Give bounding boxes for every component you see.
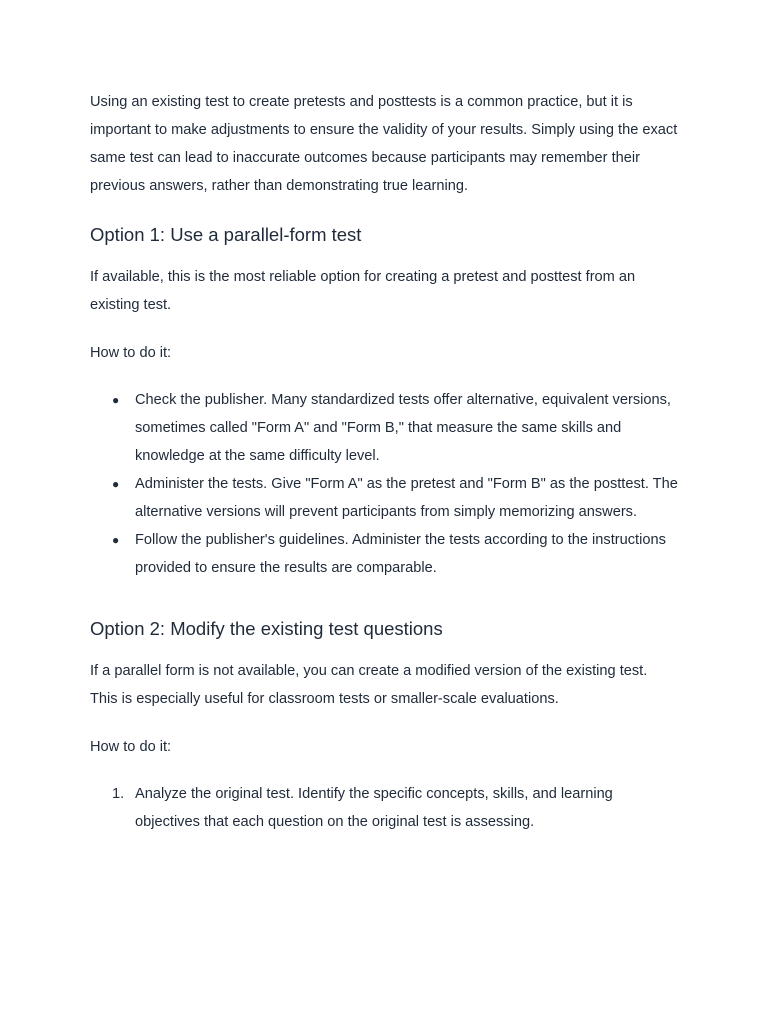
option1-how-to-label: How to do it:	[90, 345, 172, 361]
list-item	[90, 526, 678, 582]
option2-numbered-list	[90, 780, 678, 836]
bullet-icon: ●	[112, 533, 120, 547]
option2-how-to-label: How to do it:	[90, 739, 172, 755]
bullet-icon: ●	[112, 393, 120, 407]
option1-bullet-list	[90, 386, 678, 582]
bullet-icon: ●	[112, 477, 120, 491]
list-item-text: Follow the publisher's guidelines. Administer the tests according to the instructions provided to ensure the results are comparable.	[135, 532, 666, 576]
list-item	[90, 386, 678, 470]
option2-heading: Option 2: Modify the existing test questions	[90, 618, 443, 639]
option2-description: If a parallel form is not available, you can create a modified version of the existing test. This is especially useful for classroom tests or smaller-scale evaluations.	[90, 663, 648, 707]
list-item	[90, 780, 678, 836]
intro-paragraph: Using an existing test to create pretests and posttests is a common practice, but it is important to make adjustments to ensure the validity of your results. Simply using the exact same test can lead to inaccurate outcomes because participants may remember their previous answers, rather than demonstrating true learning.	[90, 94, 678, 194]
list-item	[90, 470, 678, 526]
list-item-text: Analyze the original test. Identify the specific concepts, skills, and learning objectives that each question on the original test is assessing.	[135, 786, 613, 830]
list-number: 1.	[112, 786, 125, 802]
option1-description: If available, this is the most reliable option for creating a pretest and posttest from an existing test.	[90, 269, 636, 313]
list-item-text: Check the publisher. Many standardized tests offer alternative, equivalent versions, sometimes called "Form A" and "Form B," that measure the same skills and knowledge at the same difficulty level.	[135, 392, 671, 464]
option1-heading: Option 1: Use a parallel-form test	[90, 224, 362, 245]
list-item-text: Administer the tests. Give "Form A" as the pretest and "Form B" as the posttest. The alternative versions will prevent participants from simply memorizing answers.	[135, 476, 678, 520]
